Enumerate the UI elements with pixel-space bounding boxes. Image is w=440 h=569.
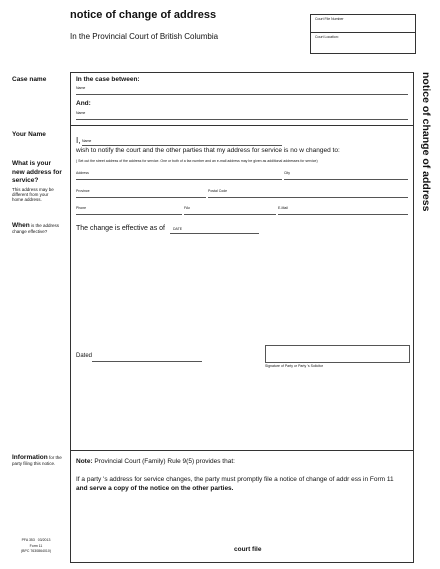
court-location-field[interactable] <box>311 33 415 51</box>
address-instructions: ( Set out the street address of the address for service. One or both of a fax number and an e-mail address may be given as additional addresses for service) <box>76 159 318 163</box>
section-divider <box>70 125 413 126</box>
party-1-name-field[interactable] <box>76 86 408 95</box>
new-address-note: This address may be different from your home address. <box>12 187 54 202</box>
your-name-field-label: Name <box>82 139 92 143</box>
effective-date-field[interactable] <box>170 225 259 234</box>
when-block <box>12 223 62 234</box>
postal-code-field[interactable] <box>208 188 408 198</box>
information-note: for the party filing this notice. <box>12 455 62 466</box>
note-rule-text: Provincial Court (Family) Rule 9(5) provides that: <box>94 458 235 465</box>
note-body-2: and serve a copy of the notice on the other parties. <box>76 485 234 492</box>
i-label: I, <box>76 136 81 145</box>
city-field[interactable] <box>284 170 408 180</box>
information-label: Information <box>12 454 48 461</box>
your-name-field[interactable] <box>82 138 282 146</box>
email-field[interactable] <box>278 205 408 215</box>
party-2-name-field[interactable] <box>76 110 408 120</box>
form-code-block <box>20 538 52 555</box>
court-file-number-label: Court File Number <box>315 17 344 21</box>
case-name-label: Case name <box>12 76 47 83</box>
form-code: PFA 353 <box>21 538 35 542</box>
phone-field[interactable] <box>76 205 182 215</box>
court-file-number-field[interactable] <box>311 15 415 33</box>
note-heading: Note: <box>76 458 93 465</box>
your-name-label: Your Name <box>12 131 46 138</box>
email-label: E-Mail <box>278 206 288 210</box>
fax-field[interactable] <box>184 205 276 215</box>
side-title: notice of change of address <box>420 72 432 212</box>
note-line <box>76 458 235 465</box>
phone-label: Phone <box>76 206 87 210</box>
party-2-name-label: Name <box>76 111 86 115</box>
form-title: notice of change of address <box>70 9 217 21</box>
address-label: Address <box>76 171 89 175</box>
fax-label: FAx <box>184 206 191 210</box>
effective-date-label: DATE <box>173 227 183 231</box>
print-code: (BPC 7630864010) <box>21 549 51 553</box>
court-location-label: Court Location: <box>315 35 339 39</box>
province-field[interactable] <box>76 188 206 198</box>
party-1-name-label: Name <box>76 86 86 90</box>
effective-text: The change is effective as of <box>76 225 165 232</box>
new-address-label: What is your new address for service? <box>12 160 62 184</box>
notify-text: wish to notify the court and the other parties that my address for service is no w changed to: <box>76 147 340 154</box>
note-body <box>76 475 406 493</box>
dated-field[interactable] <box>92 353 202 362</box>
court-file-footer: court file <box>234 546 262 553</box>
signature-label: Signature of Party or Party 's Solicitor <box>265 364 324 368</box>
postal-code-label: Postal Code <box>208 189 228 193</box>
case-between-label: In the case between: <box>76 76 140 83</box>
signature-box[interactable] <box>265 345 410 363</box>
court-info-box <box>310 14 416 54</box>
note-divider <box>70 450 413 451</box>
address-field[interactable] <box>76 170 282 180</box>
note-body-1: If a party 's address for service changes, the party must promptly file a notice of change of addr ess in Form 11 <box>76 476 394 483</box>
form-date: 03/2013 <box>37 538 51 542</box>
when-note: is the address change effective? <box>12 223 59 234</box>
and-label: And: <box>76 100 91 107</box>
information-block <box>12 455 62 466</box>
dated-label: Dated <box>76 353 93 359</box>
province-label: Province <box>76 189 90 193</box>
city-label: City <box>284 171 291 175</box>
when-label: When <box>12 222 30 229</box>
court-subtitle: In the Provincial Court of British Columbia <box>70 32 219 41</box>
form-number: Form 11 <box>29 543 43 548</box>
